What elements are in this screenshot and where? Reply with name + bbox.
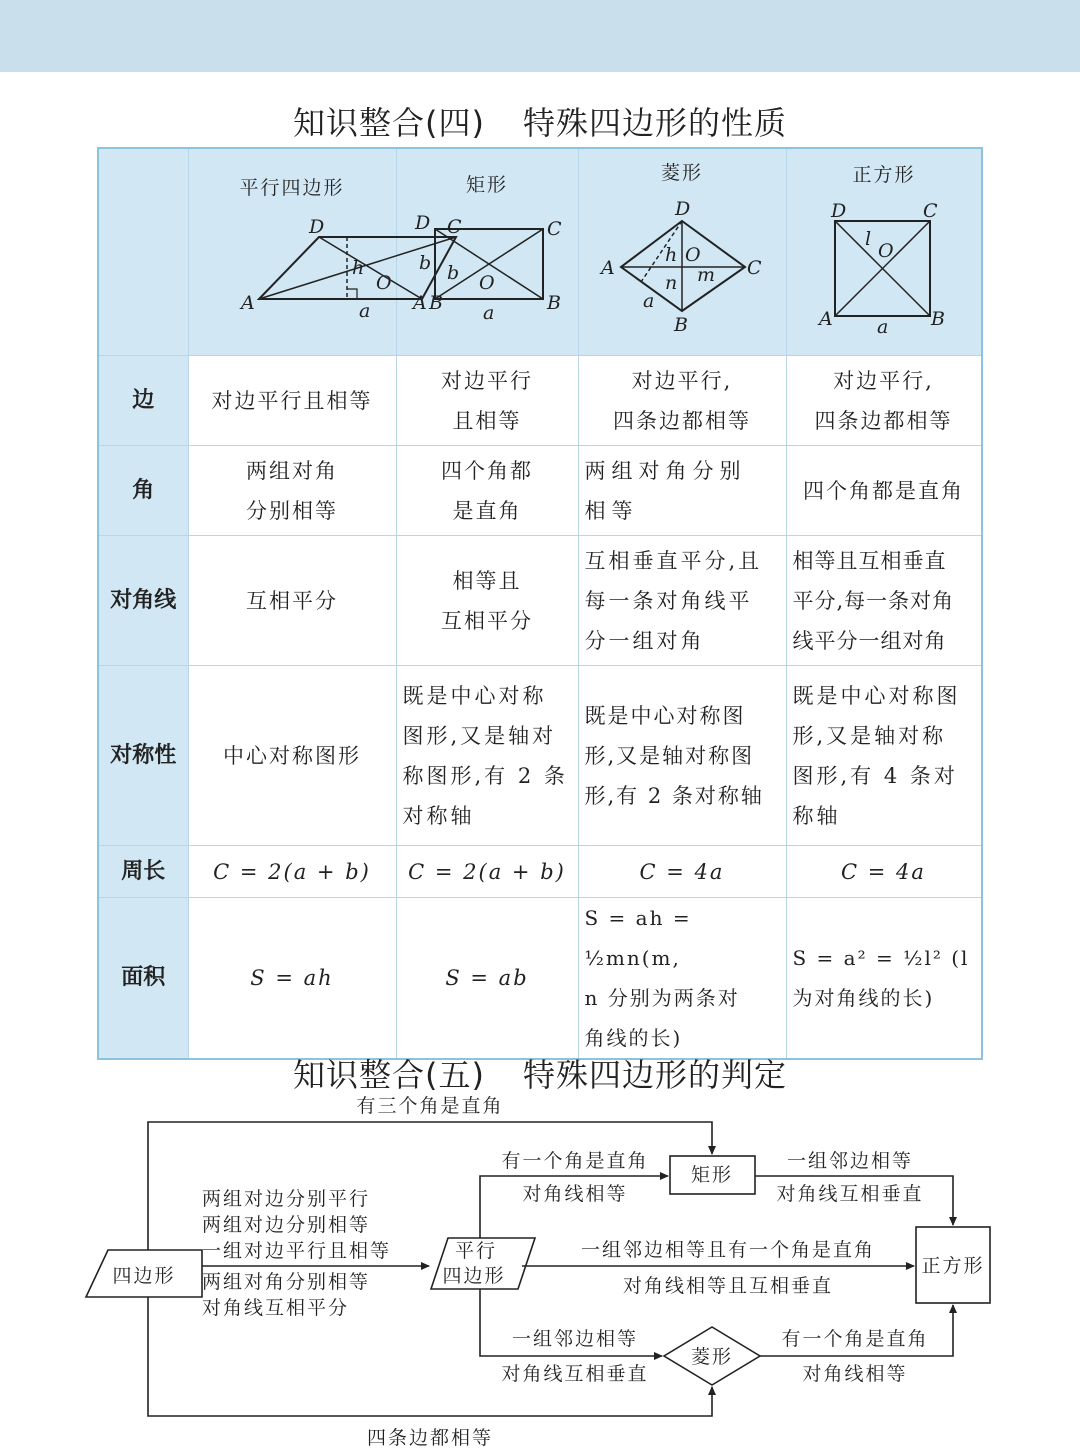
edge-label-para-to-rect-top: 有一个角是直角 — [501, 1150, 649, 1172]
parallelogram-label-D: D — [308, 216, 326, 238]
square-label-a: a — [876, 316, 890, 338]
edge-label-quad-to-para-5: 对角线互相平分 — [202, 1297, 350, 1319]
rectangle-label-a: a — [482, 302, 496, 324]
rhombus-label-A: A — [600, 257, 617, 279]
square-label-l: l — [864, 228, 873, 250]
cell-area-parallelogram: S = ah — [188, 898, 396, 1060]
rhombus-label-O: O — [684, 244, 703, 266]
edge-label-quad-to-rect: 有三个角是直角 — [356, 1095, 504, 1117]
cell-symmetry-parallelogram: 中心对称图形 — [188, 666, 396, 846]
cell-symmetry-rhombus: 既是中心对称图 形,又是轴对称图 形,有 2 条对称轴 — [578, 666, 786, 846]
edge-label-para-to-rhombus-bottom: 对角线互相垂直 — [501, 1363, 649, 1385]
square-label-C: C — [922, 200, 940, 222]
cell-symmetry-rectangle: 既是中心对称 图形,又是轴对 称图形,有 2 条 对称轴 — [396, 666, 578, 846]
square-label-O: O — [877, 240, 896, 262]
cell-sides-square: 对边平行, 四条边都相等 — [786, 356, 982, 446]
rhombus-name: 菱形 — [660, 162, 703, 184]
node-rectangle-label: 矩形 — [690, 1164, 734, 1186]
rhombus-label-D: D — [674, 198, 692, 220]
cell-symmetry-square: 既是中心对称图 形,又是轴对称 图形,有 4 条对 称轴 — [786, 666, 982, 846]
parallelogram-label-a: a — [358, 300, 372, 322]
edge-label-quad-to-rhombus: 四条边都相等 — [366, 1427, 494, 1449]
section5-title-part-a: 知识整合(五) — [293, 1056, 485, 1094]
rectangle-label-A: A — [412, 292, 429, 314]
rectangle-label-O: O — [478, 272, 497, 294]
edge-label-para-to-rhombus-top: 一组邻边相等 — [511, 1328, 639, 1350]
node-parallelogram-label-1: 平行 — [454, 1240, 498, 1262]
rectangle-label-B: B — [546, 292, 563, 314]
edge-label-rect-to-square-bottom: 对角线互相垂直 — [776, 1183, 924, 1205]
rhombus-label-C: C — [746, 257, 764, 279]
section4-title-part-a: 知识整合(四) — [293, 104, 485, 142]
cell-sides-parallelogram: 对边平行且相等 — [188, 356, 396, 446]
cell-perimeter-rhombus: C = 4a — [578, 846, 786, 898]
edge-label-quad-to-para-3: 一组对边平行且相等 — [202, 1240, 392, 1262]
section5-title-part-b: 特殊四边形的判定 — [522, 1056, 787, 1094]
cell-area-square: S = a² = ½l² (l 为对角线的长) — [786, 898, 982, 1060]
edge-label-rhombus-to-square-bottom: 对角线相等 — [802, 1363, 908, 1385]
parallelogram-label-A: A — [240, 292, 257, 314]
rhombus-label-n: n — [664, 272, 679, 294]
node-square-label: 正方形 — [921, 1255, 985, 1277]
rectangle-name: 矩形 — [465, 174, 508, 196]
edge-label-quad-to-para-1: 两组对边分别平行 — [202, 1188, 371, 1210]
row-header-symmetry: 对称性 — [98, 666, 188, 846]
rhombus-label-m: m — [696, 264, 717, 286]
cell-area-rhombus: S = ah = ½mn(m, n 分别为两条对 角线的长) — [578, 898, 786, 1060]
edge-label-para-to-square-top: 一组邻边相等且有一个角是直角 — [580, 1239, 876, 1261]
parallelogram-label-h: h — [351, 257, 366, 279]
row-header-angles: 角 — [98, 446, 188, 536]
section4-title-part-b: 特殊四边形的性质 — [522, 104, 787, 142]
square-label-B: B — [930, 308, 947, 330]
edge-label-quad-to-para-2: 两组对边分别相等 — [202, 1214, 371, 1236]
cell-angles-square: 四个角都是直角 — [786, 446, 982, 536]
cell-diagonals-rhombus: 互相垂直平分,且 每一条对角线平 分一组对角 — [578, 536, 786, 666]
rhombus-label-h: h — [664, 244, 679, 266]
cell-sides-rhombus: 对边平行, 四条边都相等 — [578, 356, 786, 446]
cell-diagonals-square: 相等且互相垂直 平分,每一条对角 线平分一组对角 — [786, 536, 982, 666]
rhombus-label-a: a — [642, 290, 656, 312]
rhombus-label-B: B — [673, 314, 690, 336]
edge-label-para-to-rect-bottom: 对角线相等 — [522, 1183, 628, 1205]
cell-perimeter-parallelogram: C = 2(a + b) — [188, 846, 396, 898]
cell-area-rectangle: S = ab — [396, 898, 578, 1060]
cell-perimeter-square: C = 4a — [786, 846, 982, 898]
cell-sides-rectangle: 对边平行 且相等 — [396, 356, 578, 446]
cell-angles-parallelogram: 两组对角 分别相等 — [188, 446, 396, 536]
row-header-sides: 边 — [98, 356, 188, 446]
node-rhombus-label: 菱形 — [690, 1346, 734, 1368]
node-quadrilateral-label: 四边形 — [112, 1265, 176, 1287]
node-parallelogram-label-2: 四边形 — [442, 1265, 506, 1287]
rectangle-label-b: b — [418, 252, 433, 274]
edge-label-rect-to-square-top: 一组邻边相等 — [786, 1150, 914, 1172]
rectangle-label-C: C — [546, 218, 564, 240]
square-label-A: A — [818, 308, 835, 330]
edge-label-quad-to-para-4: 两组对角分别相等 — [202, 1271, 371, 1293]
cell-angles-rectangle: 四个角都 是直角 — [396, 446, 578, 536]
edge-label-rhombus-to-square-top: 有一个角是直角 — [781, 1328, 929, 1350]
cell-angles-rhombus: 两组对角分别 相等 — [578, 446, 786, 536]
row-header-perimeter: 周长 — [98, 846, 188, 898]
cell-perimeter-rectangle: C = 2(a + b) — [396, 846, 578, 898]
row-header-area: 面积 — [98, 898, 188, 1060]
cell-diagonals-parallelogram: 互相平分 — [188, 536, 396, 666]
parallelogram-name: 平行四边形 — [238, 177, 345, 199]
square-name: 正方形 — [851, 164, 916, 186]
parallelogram-label-O: O — [375, 272, 394, 294]
square-label-D: D — [830, 200, 848, 222]
rectangle-label-D: D — [414, 212, 432, 234]
row-header-diagonals: 对角线 — [98, 536, 188, 666]
edge-label-para-to-square-bottom: 对角线相等且互相垂直 — [622, 1275, 834, 1297]
cell-diagonals-rectangle: 相等且 互相平分 — [396, 536, 578, 666]
